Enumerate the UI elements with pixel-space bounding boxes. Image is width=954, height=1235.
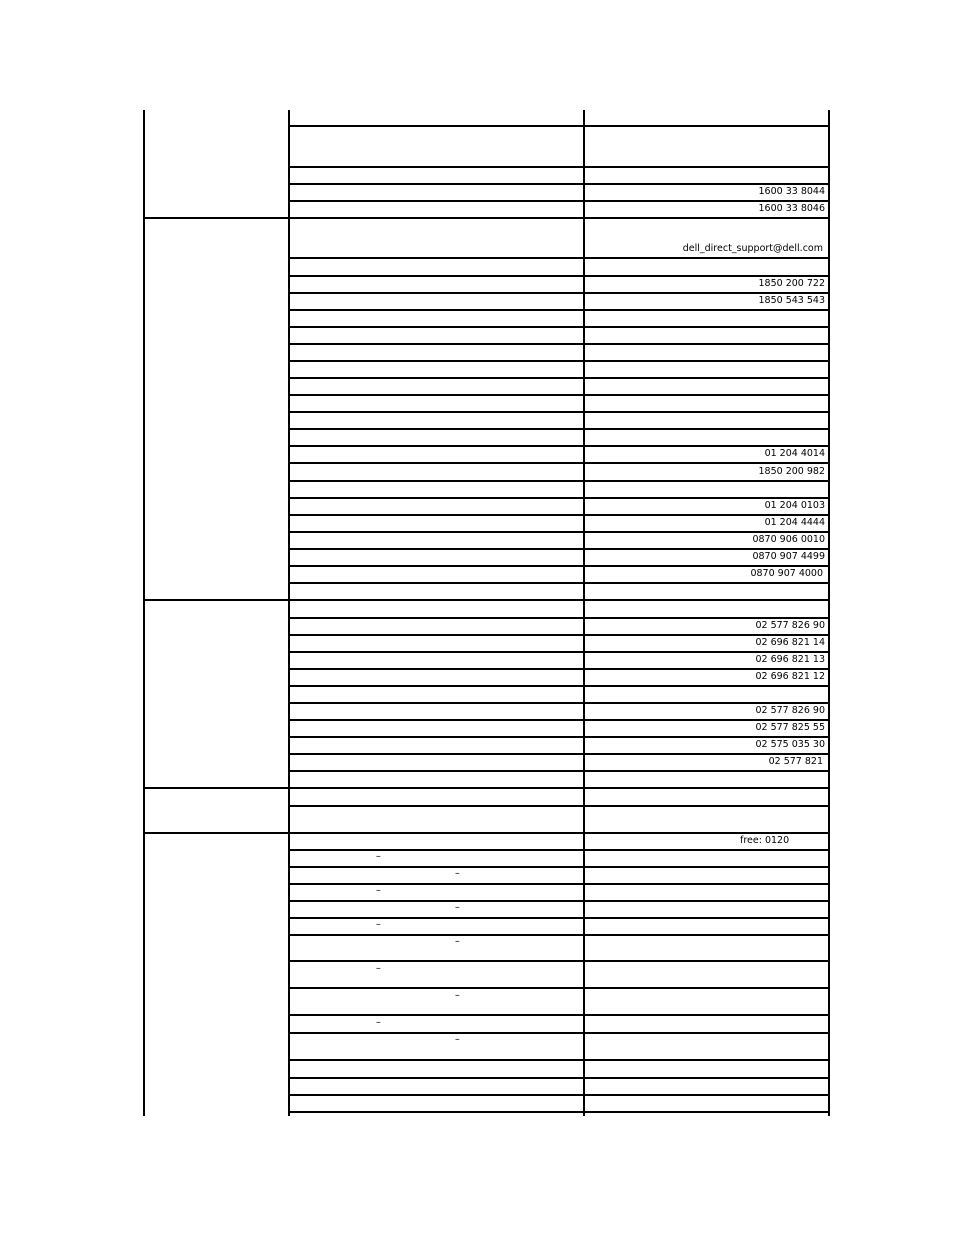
dash-mark: – — [376, 851, 381, 862]
phone-number-cell: 1850 200 722 — [758, 278, 825, 289]
row-separator — [288, 1077, 830, 1079]
row-separator — [288, 1059, 830, 1061]
contact-table — [143, 110, 830, 1116]
row-separator — [288, 183, 830, 185]
phone-number-cell: 0870 906 0010 — [752, 534, 825, 545]
dash-mark: – — [455, 902, 460, 913]
dash-mark: – — [376, 919, 381, 930]
row-separator — [288, 166, 830, 168]
row-separator — [288, 753, 830, 755]
row-separator — [288, 428, 830, 430]
row-separator — [288, 866, 830, 868]
col-divider-3 — [583, 110, 585, 1116]
row-separator — [288, 883, 830, 885]
row-separator — [288, 480, 830, 482]
row-separator — [288, 668, 830, 670]
row-separator — [288, 805, 830, 807]
row-separator — [288, 960, 830, 962]
row-separator — [288, 292, 830, 294]
phone-number-cell: 02 696 821 12 — [755, 671, 825, 682]
row-separator — [288, 565, 830, 567]
row-separator — [288, 617, 830, 619]
row-separator — [288, 987, 830, 989]
row-separator — [288, 736, 830, 738]
row-separator — [288, 343, 830, 345]
dash-mark: – — [455, 868, 460, 879]
col-divider-2 — [288, 110, 290, 1116]
row-separator — [288, 702, 830, 704]
row-separator — [288, 326, 830, 328]
row-separator — [288, 849, 830, 851]
row-separator — [288, 1014, 830, 1016]
section-separator — [143, 217, 830, 219]
phone-number-cell: 1600 33 8046 — [758, 203, 825, 214]
dash-mark: – — [376, 885, 381, 896]
section-separator — [143, 599, 830, 601]
row-separator — [288, 445, 830, 447]
dash-mark: – — [455, 936, 460, 947]
phone-number-cell: 01 204 4014 — [764, 448, 825, 459]
col-divider-1 — [143, 110, 145, 1116]
row-separator — [288, 770, 830, 772]
row-separator — [288, 934, 830, 936]
row-separator — [288, 634, 830, 636]
row-separator — [288, 462, 830, 464]
phone-number-cell: 01 204 4444 — [764, 517, 825, 528]
phone-number-cell: 02 696 821 13 — [755, 654, 825, 665]
phone-number-cell: 02 577 821 — [768, 756, 823, 767]
row-separator — [288, 257, 830, 259]
phone-number-cell: 02 577 825 55 — [755, 722, 825, 733]
dash-mark: – — [455, 990, 460, 1001]
row-separator — [288, 497, 830, 499]
row-separator — [288, 531, 830, 533]
phone-number-cell: 1850 200 982 — [758, 466, 825, 477]
phone-number-cell: 1850 543 543 — [758, 295, 825, 306]
row-separator — [288, 719, 830, 721]
phone-number-cell: 0870 907 4000 — [750, 568, 823, 579]
row-separator — [288, 394, 830, 396]
phone-number-cell: 1600 33 8044 — [758, 186, 825, 197]
row-separator — [288, 377, 830, 379]
row-separator — [288, 514, 830, 516]
dash-mark: – — [376, 1017, 381, 1028]
phone-number-cell: 02 696 821 14 — [755, 637, 825, 648]
row-separator — [288, 1111, 830, 1113]
section-separator — [143, 832, 830, 834]
row-separator — [288, 917, 830, 919]
row-separator — [288, 360, 830, 362]
row-separator — [288, 651, 830, 653]
dash-mark: – — [455, 1034, 460, 1045]
col-divider-4 — [828, 110, 830, 1116]
dash-mark: – — [376, 963, 381, 974]
row-separator — [288, 900, 830, 902]
row-separator — [288, 548, 830, 550]
phone-number-cell: 0870 907 4499 — [752, 551, 825, 562]
phone-number-cell: 02 577 826 90 — [755, 620, 825, 631]
row-separator — [288, 275, 830, 277]
phone-number-cell: 02 575 035 30 — [755, 739, 825, 750]
phone-number-cell: free: 0120 — [740, 835, 790, 846]
row-separator — [288, 411, 830, 413]
row-separator — [288, 582, 830, 584]
phone-number-cell: dell_direct_support@dell.com — [682, 243, 823, 254]
row-separator — [288, 125, 830, 127]
row-separator — [288, 685, 830, 687]
row-separator — [288, 309, 830, 311]
phone-number-cell: 02 577 826 90 — [755, 705, 825, 716]
row-separator — [288, 200, 830, 202]
row-separator — [288, 1094, 830, 1096]
phone-number-cell: 01 204 0103 — [764, 500, 825, 511]
row-separator — [288, 1032, 830, 1034]
section-separator — [143, 787, 830, 789]
